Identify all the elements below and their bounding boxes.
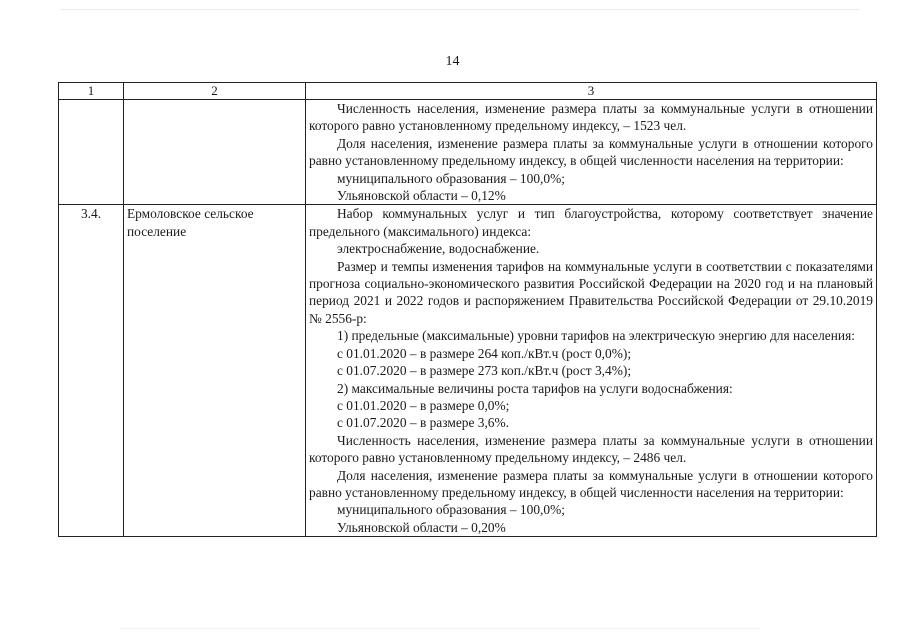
paragraph: Размер и темпы изменения тарифов на коммунальные услуги в соответствии с показателями прогноза социально-экономического развития Российской Федерации на 2020 год и на плановый период 2021 и 2022 годов и распоряжением Правительства Российской Федерации от 29.10.2019 № 2556-р: <box>309 258 873 326</box>
text-line: Ульяновской области – 0,12% <box>337 188 506 204</box>
table-header-row <box>59 83 877 100</box>
header-col-1: 1 <box>59 83 124 100</box>
paragraph: Численность населения, изменение размера платы за коммунальные услуги в отношении которого равно установленному предельному индексу, – 2486 чел. <box>309 432 873 466</box>
paragraph: 1) предельные (максимальные) уровни тарифов на электрическую энергию для населения: <box>337 328 855 344</box>
row-number: 3.4. <box>59 205 124 537</box>
text-line: электроснабжение, водоснабжение. <box>337 241 540 257</box>
row-content <box>306 100 877 205</box>
paragraph: Набор коммунальных услуг и тип благоустройства, которому соответствует значение предельного (максимального) индекса: <box>309 206 873 239</box>
text-line: Ульяновской области – 0,20% <box>337 519 506 535</box>
scan-artifact-top <box>60 9 860 10</box>
text-line: муниципального образования – 100,0%; <box>337 170 565 186</box>
text-line: с 01.01.2020 – в размере 264 коп./кВт.ч (рост 0,0%); <box>337 345 632 361</box>
page-number: 14 <box>445 54 460 69</box>
text-line: муниципального образования – 100,0%; <box>337 502 565 518</box>
table-row <box>59 205 877 537</box>
paragraph: Численность населения, изменение размера платы за коммунальные услуги в отношении которого равно установленному предельному индексу, – 1523 чел. <box>309 101 873 134</box>
row-number <box>59 100 124 205</box>
text-line: с 01.07.2020 – в размере 273 коп./кВт.ч (рост 3,4%); <box>337 363 632 379</box>
text-line: 2) максимальные величины роста тарифов на услуги водоснабжения: <box>337 380 733 396</box>
table-row <box>59 100 877 205</box>
header-col-3: 3 <box>306 83 877 100</box>
text-line: с 01.07.2020 – в размере 3,6%. <box>337 415 509 431</box>
header-col-2: 2 <box>124 83 306 100</box>
text-line: с 01.01.2020 – в размере 0,0%; <box>337 397 510 413</box>
paragraph: Доля населения, изменение размера платы за коммунальные услуги в отношении которого равно установленному предельному индексу, в общей численности населения на территории: <box>309 467 873 500</box>
scan-artifact-bottom <box>120 628 760 629</box>
settlement-name: Ермоловское сельское поселение <box>124 205 306 537</box>
document-table <box>58 82 877 537</box>
row-content <box>306 205 877 537</box>
paragraph: Доля населения, изменение размера платы за коммунальные услуги в отношении которого равно установленному предельному индексу, в общей численности населения на территории: <box>309 135 873 169</box>
settlement-name <box>124 100 306 205</box>
